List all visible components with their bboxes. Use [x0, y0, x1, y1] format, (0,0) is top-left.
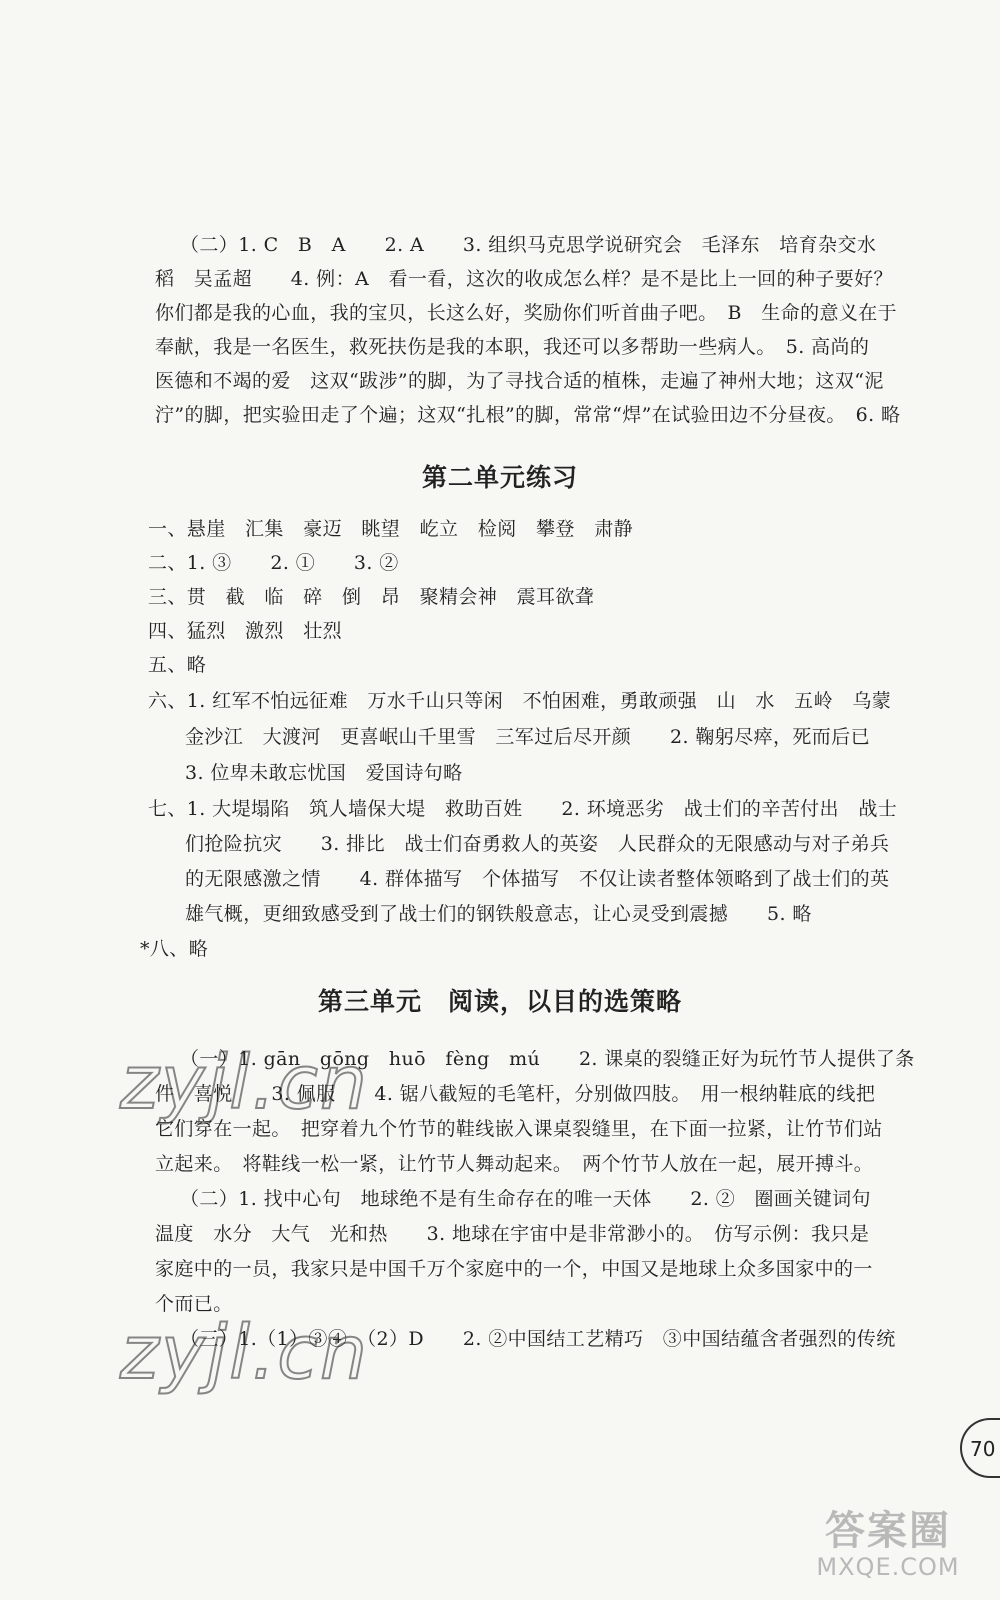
unit2-line-10: 们抢险抗灾 3. 排比 战士们奋勇救人的英姿 人民群众的无限感动与对子弟兵	[185, 833, 890, 855]
unit2-line-8: 3. 位卑未敢忘忧国 爱国诗句略	[185, 762, 463, 784]
unit2-line-1: 一、悬崖 汇集 豪迈 眺望 屹立 检阅 攀登 肃静	[148, 518, 634, 540]
unit3-line-5: （二）1. 找中心句 地球绝不是有生命存在的唯一天体 2. ② 圈画关键词句	[180, 1188, 871, 1210]
site-logo	[798, 1508, 978, 1586]
unit3-line-6: 温度 水分 大气 光和热 3. 地球在宇宙中是非常渺小的。 仿写示例：我只是	[155, 1223, 870, 1245]
unit2-line-13: *八、略	[140, 938, 209, 960]
unit3-line-4: 立起来。 将鞋线一松一紧，让竹节人舞动起来。 两个竹节人放在一起，展开搏斗。	[155, 1153, 874, 1175]
unit3-line-9: （三）1.（1）③④ （2）D 2. ②中国结工艺精巧 ③中国结蕴含者强烈的传统	[180, 1328, 896, 1350]
unit2-line-12: 雄气概，更细致感受到了战士们的钢铁般意志，让心灵受到震撼 5. 略	[185, 903, 812, 925]
unit3-line-1: （一）1. gān gōng huō fèng mú 2. 课桌的裂缝正好为玩竹节人提供了条	[180, 1048, 915, 1070]
page-number: 70	[960, 1418, 1000, 1478]
prev-line-4: 奉献，我是一名医生，救死扶伤是我的本职，我还可以多帮助一些病人。 5. 高尚的	[155, 336, 870, 358]
watermark-2: zyjl.cn	[120, 1310, 369, 1396]
unit3-line-8: 个而已。	[155, 1293, 233, 1315]
unit2-line-9: 七、1. 大堤塌陷 筑人墙保大堤 救助百姓 2. 环境恶劣 战士们的辛苦付出 战士	[148, 798, 898, 820]
prev-line-6: 泞”的脚，把实验田走了个遍；这双“扎根”的脚，常常“焊”在试验田边不分昼夜。 6. 略	[155, 404, 901, 426]
logo-main-text: 答案圈	[825, 1508, 951, 1554]
unit2-line-2: 二、1. ③ 2. ① 3. ②	[148, 552, 399, 574]
unit2-title: 第二单元练习	[421, 463, 578, 492]
prev-line-5: 医德和不竭的爱 这双“跋涉”的脚，为了寻找合适的植株，走遍了神州大地；这双“泥	[155, 370, 884, 392]
unit2-line-5: 五、略	[148, 654, 207, 676]
unit2-line-7: 金沙江 大渡河 更喜岷山千里雪 三军过后尽开颜 2. 鞠躬尽瘁，死而后已	[185, 726, 870, 748]
prev-line-3: 你们都是我的心血，我的宝贝，长这么好，奖励你们听首曲子吧。 B 生命的意义在于	[155, 302, 898, 324]
watermark-1: zyjl.cn	[120, 1040, 369, 1126]
unit3-line-7: 家庭中的一员，我家只是中国千万个家庭中的一个，中国又是地球上众多国家中的一	[155, 1258, 873, 1280]
logo-sub-text: MXQE.COM	[816, 1553, 960, 1581]
unit2-line-11: 的无限感激之情 4. 群体描写 个体描写 不仅让读者整体领略到了战士们的英	[185, 868, 890, 890]
unit3-line-3: 它们穿在一起。 把穿着九个竹节的鞋线嵌入课桌裂缝里，在下面一拉紧，让竹节们站	[155, 1118, 883, 1140]
prev-line-2: 稻 吴孟超 4. 例：A 看一看，这次的收成怎么样？是不是比上一回的种子要好？	[155, 268, 893, 290]
unit3-title: 第三单元 阅读，以目的选策略	[317, 987, 682, 1016]
unit3-line-2: 件 喜悦 3. 佩服 4. 锯八截短的毛笔杆，分别做四肢。 用一根纳鞋底的线把	[155, 1083, 876, 1105]
unit2-line-3: 三、贯 截 临 碎 倒 昂 聚精会神 震耳欲聋	[148, 586, 595, 608]
unit2-line-4: 四、猛烈 激烈 壮烈	[148, 620, 343, 642]
unit2-line-6: 六、1. 红军不怕远征难 万水千山只等闲 不怕困难，勇敢顽强 山 水 五岭 乌蒙	[148, 690, 892, 712]
prev-line-1: （二）1. C B A 2. A 3. 组织马克思学说研究会 毛泽东 培育杂交水	[180, 234, 877, 256]
